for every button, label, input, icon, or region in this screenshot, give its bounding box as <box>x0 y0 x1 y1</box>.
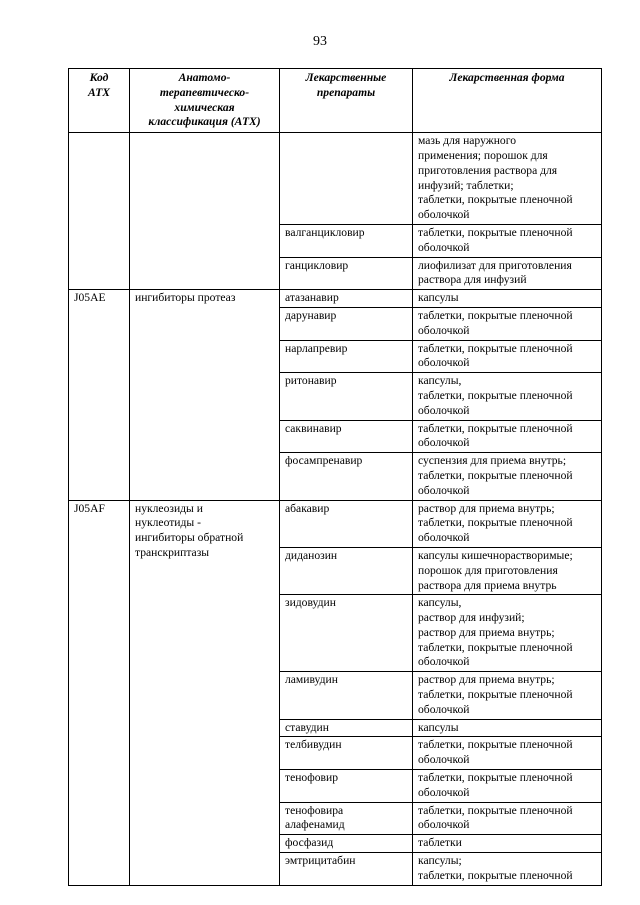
dosage-form-cell: капсулы кишечнорастворимые; порошок для приготовления раствора для приема внутрь <box>413 547 602 594</box>
dosage-form-cell: капсулы <box>413 719 602 737</box>
classification-cell <box>130 133 280 290</box>
page-number: 93 <box>313 34 327 49</box>
dosage-form-cell: суспензия для приема внутрь; таблетки, покрытые пленочной оболочкой <box>413 453 602 500</box>
code-cell: J05AF <box>69 500 130 885</box>
drug-name-cell: зидовудин <box>280 595 413 672</box>
code-cell: J05AE <box>69 290 130 500</box>
drug-name-cell: дарунавир <box>280 307 413 340</box>
dosage-form-cell: таблетки, покрытые пленочной оболочкой <box>413 224 602 257</box>
classification-cell: ингибиторы протеаз <box>130 290 280 500</box>
drug-name-cell: эмтрицитабин <box>280 853 413 886</box>
drug-name-cell: тенофовира алафенамид <box>280 802 413 835</box>
dosage-form-cell: таблетки, покрытые пленочной оболочкой <box>413 307 602 340</box>
drug-name-cell: атазанавир <box>280 290 413 308</box>
drug-name-cell: тенофовир <box>280 770 413 803</box>
header-dosage-form: Лекарственная форма <box>413 69 602 133</box>
drug-name-cell: ганцикловир <box>280 257 413 290</box>
drug-name-cell: абакавир <box>280 500 413 547</box>
drug-name-cell: фосампренавир <box>280 453 413 500</box>
dosage-form-cell: мазь для наружного применения; порошок для приготовления раствора для инфузий; таблетки; таблетки, покрытые пленочной оболочкой <box>413 133 602 225</box>
table-row <box>69 133 602 225</box>
dosage-form-cell: лиофилизат для приготовления раствора для инфузий <box>413 257 602 290</box>
drug-name-cell: телбивудин <box>280 737 413 770</box>
drug-name-cell: фосфазид <box>280 835 413 853</box>
dosage-form-cell: таблетки <box>413 835 602 853</box>
dosage-form-cell: капсулы; таблетки, покрытые пленочной <box>413 853 602 886</box>
dosage-form-cell: таблетки, покрытые пленочной оболочкой <box>413 420 602 453</box>
dosage-form-cell: капсулы <box>413 290 602 308</box>
classification-cell: нуклеозиды и нуклеотиды - ингибиторы обратной транскриптазы <box>130 500 280 885</box>
table-header-row <box>69 69 602 133</box>
header-atx-classification: Анатомо- терапевтическо- химическая классификация (АТХ) <box>130 69 280 133</box>
dosage-form-cell: капсулы, таблетки, покрытые пленочной оболочкой <box>413 373 602 420</box>
drug-name-cell: валганцикловир <box>280 224 413 257</box>
drug-name-cell <box>280 133 413 225</box>
drug-name-cell: ставудин <box>280 719 413 737</box>
table-row <box>69 290 602 308</box>
header-atx-code: Код АТХ <box>69 69 130 133</box>
code-cell <box>69 133 130 290</box>
dosage-form-cell: таблетки, покрытые пленочной оболочкой <box>413 340 602 373</box>
dosage-form-cell: капсулы, раствор для инфузий; раствор для приема внутрь; таблетки, покрытые пленочной оболочкой <box>413 595 602 672</box>
drug-name-cell: саквинавир <box>280 420 413 453</box>
dosage-form-cell: раствор для приема внутрь; таблетки, покрытые пленочной оболочкой <box>413 672 602 719</box>
drug-name-cell: ритонавир <box>280 373 413 420</box>
drug-name-cell: нарлапревир <box>280 340 413 373</box>
atx-drug-table <box>68 68 602 886</box>
table-row <box>69 500 602 547</box>
drug-name-cell: ламивудин <box>280 672 413 719</box>
dosage-form-cell: раствор для приема внутрь; таблетки, покрытые пленочной оболочкой <box>413 500 602 547</box>
dosage-form-cell: таблетки, покрытые пленочной оболочкой <box>413 770 602 803</box>
dosage-form-cell: таблетки, покрытые пленочной оболочкой <box>413 802 602 835</box>
header-drug-products: Лекарственные препараты <box>280 69 413 133</box>
dosage-form-cell: таблетки, покрытые пленочной оболочкой <box>413 737 602 770</box>
drug-name-cell: диданозин <box>280 547 413 594</box>
